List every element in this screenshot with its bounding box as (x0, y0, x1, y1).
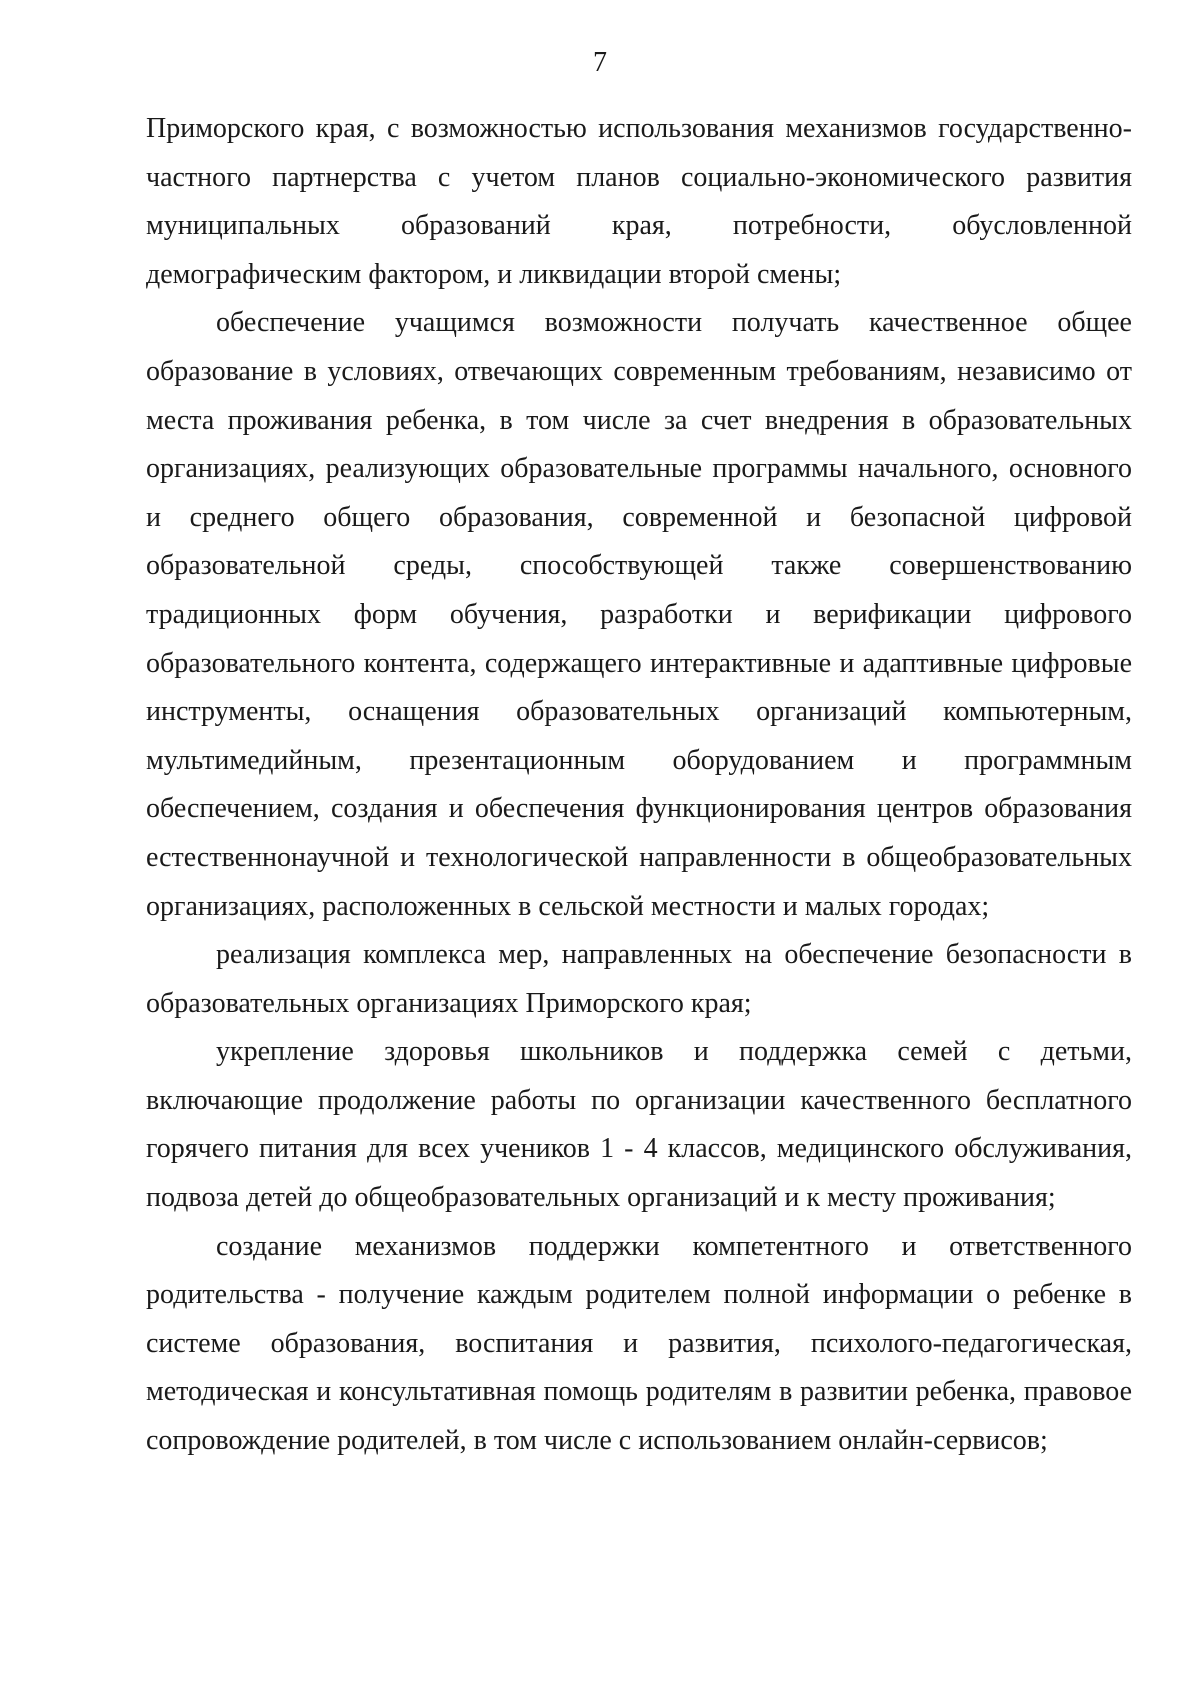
page-number: 7 (593, 47, 607, 78)
paragraph-parent-support: создание механизмов поддержки компетентного и ответственного родительства - получение каждым родителем полной информации о ребенке в системе образования, воспитания и развития, психолого-педагогическая, методическая и консультативная помощь родителям в развитии ребенка, правовое сопровождение родителей, в том числе с использованием онлайн-сервисов; (146, 1230, 1132, 1457)
paragraph-safety-measures: реализация комплекса мер, направленных на обеспечение безопасности в образовательных организациях Приморского края; (146, 939, 1132, 1019)
paragraph-digital-education: обеспечение учащимся возможности получать качественное общее образование в условиях, отвечающих современным требованиям, независимо от места проживания ребенка, в том числе за счет внедрения в образовательных организациях, реализующих образовательные программы начального, основного и среднего общего образования, современной и безопасной цифровой образовательной среды, способствующей также совершенствованию традиционных форм обучения, разработки и верификации цифрового образовательного контента, содержащего интерактивные и адаптивные цифровые инструменты, оснащения образовательных организаций компьютерным, мультимедийным, презентационным оборудованием и программным обеспечением, создания и обеспечения функционирования центров образования естественнонаучной и технологической направленности в общеобразовательных организациях, расположенных в сельской местности и малых городах; (146, 307, 1132, 922)
paragraph-student-health: укрепление здоровья школьников и поддержка семей с детьми, включающие продолжение работы по организации качественного бесплатного горячего питания для всех учеников 1 - 4 классов, медицинского обслуживания, подвоза детей до общеобразовательных организаций и к месту проживания; (146, 1036, 1132, 1214)
document-body (146, 105, 1132, 1466)
paragraph-continuation: Приморского края, с возможностью использования механизмов государственно-частного партнерства с учетом планов социально-экономического развития муниципальных образований края, потребности, обусловленной демографическим фактором, и ликвидации второй смены; (146, 113, 1132, 290)
